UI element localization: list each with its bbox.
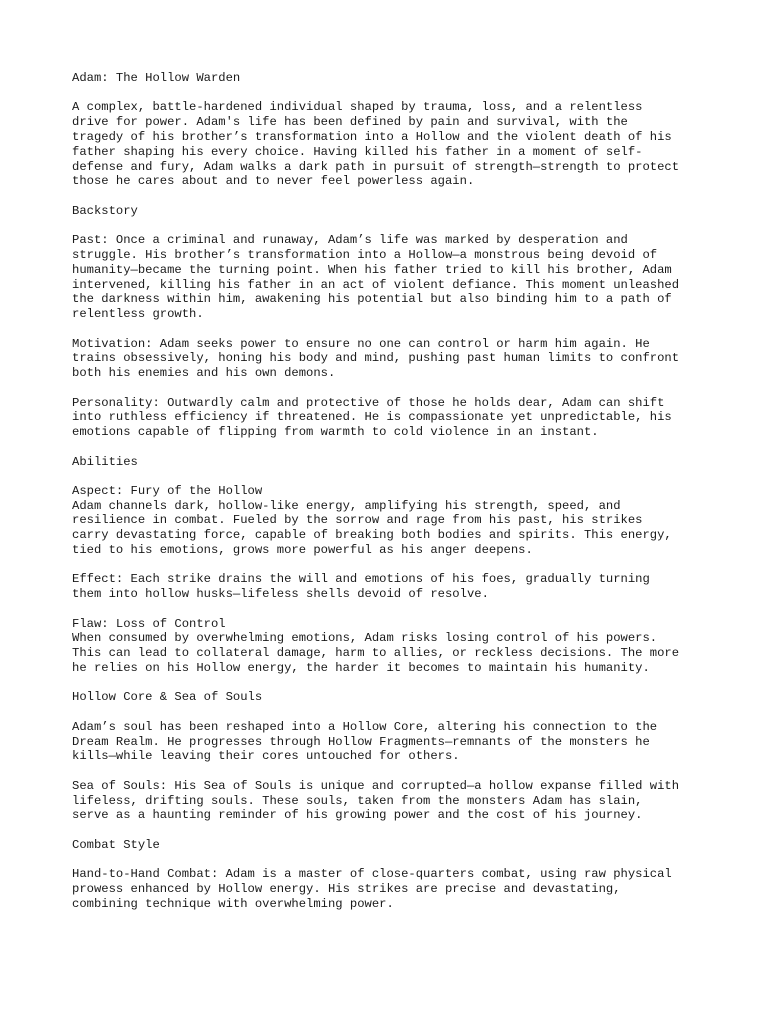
flaw-paragraph: Flaw: Loss of Control When consumed by overwhelming emotions, Adam risks losing control of his powers. This can lead to collateral damage, harm to allies, or reckless decisions. The more he relies on his Hollow energy, the harder it becomes to maintain his humanity. bbox=[72, 616, 680, 676]
hollow-core-heading: Hollow Core & Sea of Souls bbox=[72, 690, 263, 705]
intro-paragraph: A complex, battle-hardened individual shaped by trauma, loss, and a relentless drive for power. Adam's life has been defined by pain and survival, with the tragedy of his brother’s transformation into a Hollow and the violent death of his father shaping his every choice. Having killed his father in a moment of self- defense and fury, Adam walks a dark path in pursuit of strength—strength to protect those he cares about and to never feel powerless again. bbox=[72, 100, 680, 189]
combat-style-heading: Combat Style bbox=[72, 837, 160, 852]
document-page bbox=[72, 71, 712, 926]
hand-to-hand-paragraph: Hand-to-Hand Combat: Adam is a master of close-quarters combat, using raw physical prowess enhanced by Hollow energy. His strikes are precise and devastating, combining technique with overwhelming power. bbox=[72, 867, 672, 911]
aspect-paragraph: Aspect: Fury of the Hollow Adam channels dark, hollow-like energy, amplifying his strength, speed, and resilience in combat. Fueled by the sorrow and rage from his past, his strikes carry devastating force, capable of breaking both bodies and spirits. This energy, tied to his emotions, grows more powerful as his anger deepens. bbox=[72, 483, 672, 558]
document-title: Adam: The Hollow Warden bbox=[72, 71, 241, 85]
abilities-heading: Abilities bbox=[72, 454, 138, 469]
sea-of-souls-paragraph: Sea of Souls: His Sea of Souls is unique and corrupted—a hollow expanse filled with lifeless, drifting souls. These souls, taken from the monsters Adam has slain, serve as a haunting reminder of his growing power and the cost of his journey. bbox=[72, 778, 680, 823]
effect-paragraph: Effect: Each strike drains the will and emotions of his foes, gradually turning them into hollow husks—lifeless shells devoid of resolve. bbox=[72, 572, 650, 602]
past-paragraph: Past: Once a criminal and runaway, Adam’s life was marked by desperation and struggle. His brother’s transformation into a Hollow—a monstrous being devoid of humanity—became the turning point. When his father tried to kill his brother, Adam intervened, killing his father in an act of violent defiance. This moment unleashed the darkness within him, awakening his potential but also binding him to a path of relentless growth. bbox=[72, 233, 680, 322]
backstory-heading: Backstory bbox=[72, 203, 138, 218]
personality-paragraph: Personality: Outwardly calm and protective of those he holds dear, Adam can shift into ruthless efficiency if threatened. He is compassionate yet unpredictable, his emotions capable of flipping from warmth to cold violence in an instant. bbox=[72, 395, 672, 440]
motivation-paragraph: Motivation: Adam seeks power to ensure no one can control or harm him again. He trains obsessively, honing his body and mind, pushing past human limits to confront both his enemies and his own demons. bbox=[72, 336, 680, 381]
hollow-core-paragraph: Adam’s soul has been reshaped into a Hollow Core, altering his connection to the Dream Realm. He progresses through Hollow Fragments—remnants of the monsters he kills—while leaving their cores untouched for others. bbox=[72, 719, 658, 764]
